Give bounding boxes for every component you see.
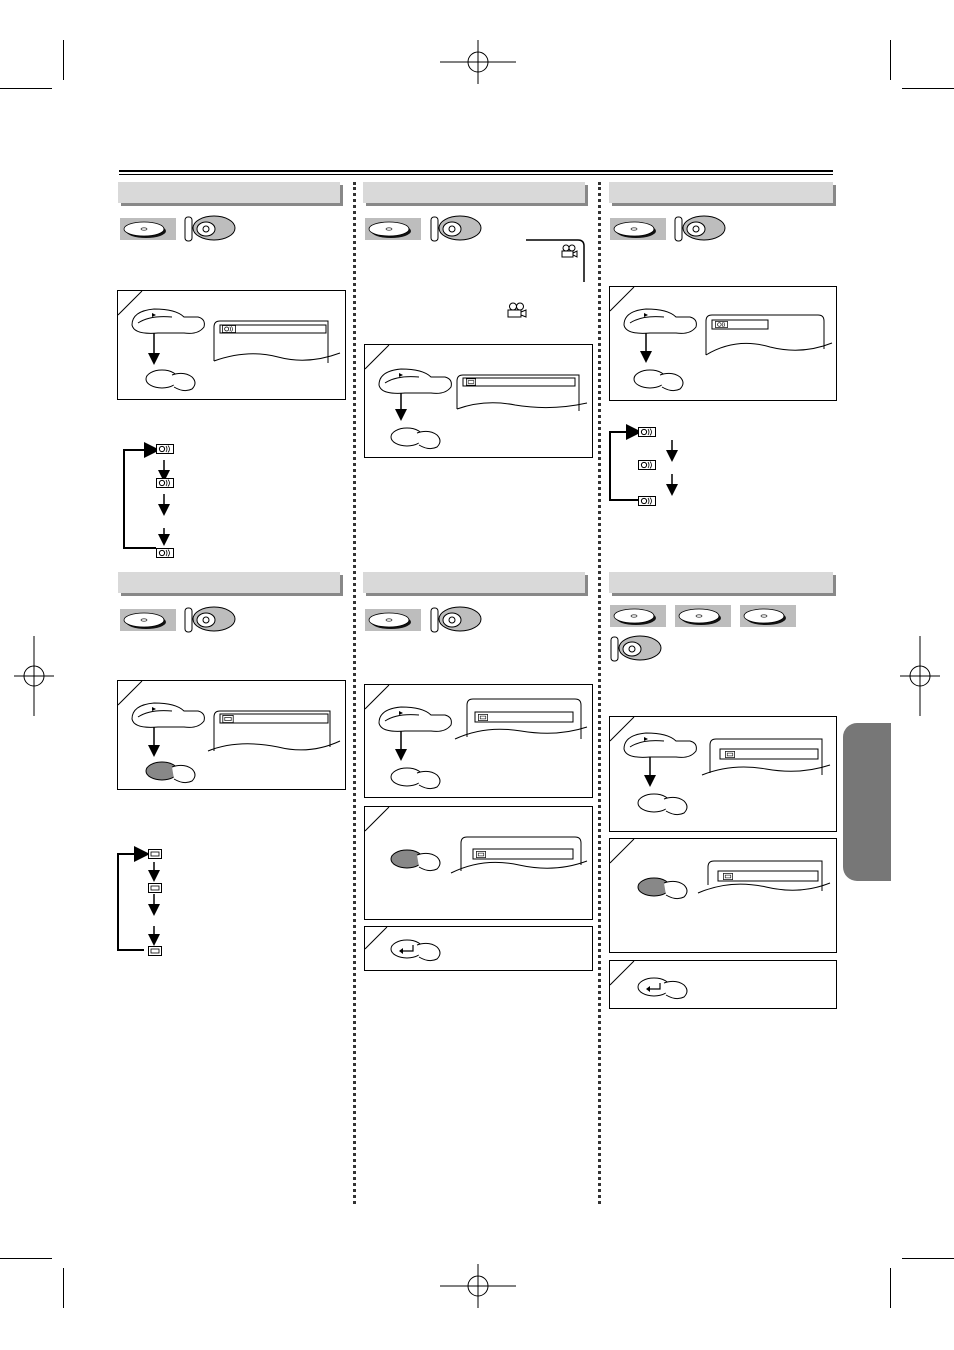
play-button-hand-icon [620, 303, 700, 339]
section-bar-virtual-surround [609, 572, 833, 593]
crop-mark [63, 1268, 64, 1308]
section-bar-stereo-sound-mode [609, 182, 833, 203]
surround-button-hand-icon [636, 873, 692, 903]
camera-angle-icon [506, 302, 528, 318]
registration-mark-right [900, 636, 940, 716]
step-panel [117, 290, 346, 400]
step-panel [609, 716, 837, 832]
audio-button-hand-icon [144, 365, 200, 395]
registration-mark-left [14, 636, 54, 716]
angle-button-hand-icon [389, 423, 445, 453]
crop-mark [902, 88, 954, 89]
crop-mark [890, 40, 891, 80]
vcd-disc-icon [675, 605, 731, 627]
header-rule [119, 174, 833, 175]
crop-mark [890, 1268, 891, 1308]
step-panel [364, 684, 593, 798]
remote-hand-icon [674, 214, 726, 244]
registration-mark-top [440, 40, 516, 84]
camera-angle-icon [466, 378, 476, 386]
dvd-disc-icon [120, 218, 176, 240]
step-panel [364, 806, 593, 920]
camera-angle-icon [560, 244, 578, 258]
audio-cycle-diagram [118, 438, 198, 560]
remote-hand-icon [610, 634, 662, 664]
remote-hand-icon [184, 605, 236, 635]
audio-speaker-icon [638, 496, 656, 506]
audio-speaker-icon [156, 444, 174, 454]
dvd-disc-icon [365, 218, 421, 240]
play-button-hand-icon [128, 697, 208, 733]
subtitle-cycle-diagram [114, 846, 174, 958]
mode-button-hand-icon [632, 365, 688, 395]
enter-return-icon [636, 973, 692, 1003]
surround-icon [724, 751, 736, 758]
step-panel [364, 926, 593, 971]
play-button-hand-icon [375, 363, 455, 399]
audio-speaker-icon [156, 478, 174, 488]
section-bar-subtitle-language [118, 572, 340, 593]
section-bar-marker-setup [363, 572, 585, 593]
step-panel [117, 680, 346, 790]
audio-speaker-icon [222, 325, 236, 333]
play-button-hand-icon [375, 701, 455, 737]
subtitle-box-icon [222, 715, 234, 723]
cd-disc-icon [740, 605, 796, 627]
section-side-tab [843, 723, 891, 881]
audio-speaker-icon [638, 427, 656, 437]
remote-hand-icon [430, 214, 482, 244]
section-bar-audio-language [118, 182, 340, 203]
subtitle-box-icon [148, 849, 162, 859]
remote-hand-icon [184, 214, 236, 244]
crop-mark [63, 40, 64, 80]
dvd-disc-icon [120, 609, 176, 631]
dvd-disc-icon [610, 605, 666, 627]
enter-return-icon [389, 935, 445, 965]
marker-button-hand-icon [389, 845, 445, 875]
angle-indicator-bracket [526, 230, 588, 282]
step-panel [609, 838, 837, 953]
step-panel [609, 286, 837, 401]
audio-speaker-icon [638, 460, 656, 470]
crop-mark [0, 1258, 52, 1259]
surround-icon [722, 873, 734, 880]
audio-speaker-icon [156, 548, 174, 558]
subtitle-button-hand-icon [144, 757, 200, 787]
play-button-hand-icon [620, 727, 700, 763]
dvd-disc-icon [365, 609, 421, 631]
surround-button-hand-icon [636, 789, 692, 819]
section-bar-camera-angle [363, 182, 585, 203]
step-panel [609, 960, 837, 1009]
column-divider [353, 182, 356, 1204]
remote-hand-icon [430, 605, 482, 635]
marker-icon [476, 851, 486, 858]
column-divider [598, 182, 601, 1204]
marker-icon [478, 714, 488, 721]
play-button-hand-icon [128, 303, 208, 339]
dvd-disc-icon [610, 218, 666, 240]
subtitle-box-icon [148, 946, 162, 956]
crop-mark [0, 88, 52, 89]
crop-mark [902, 1258, 954, 1259]
registration-mark-bottom [440, 1264, 516, 1308]
subtitle-box-icon [148, 883, 162, 893]
step-panel [364, 344, 593, 458]
audio-speaker-icon [715, 321, 728, 328]
header-rule [119, 170, 833, 172]
search-button-hand-icon [389, 763, 445, 793]
